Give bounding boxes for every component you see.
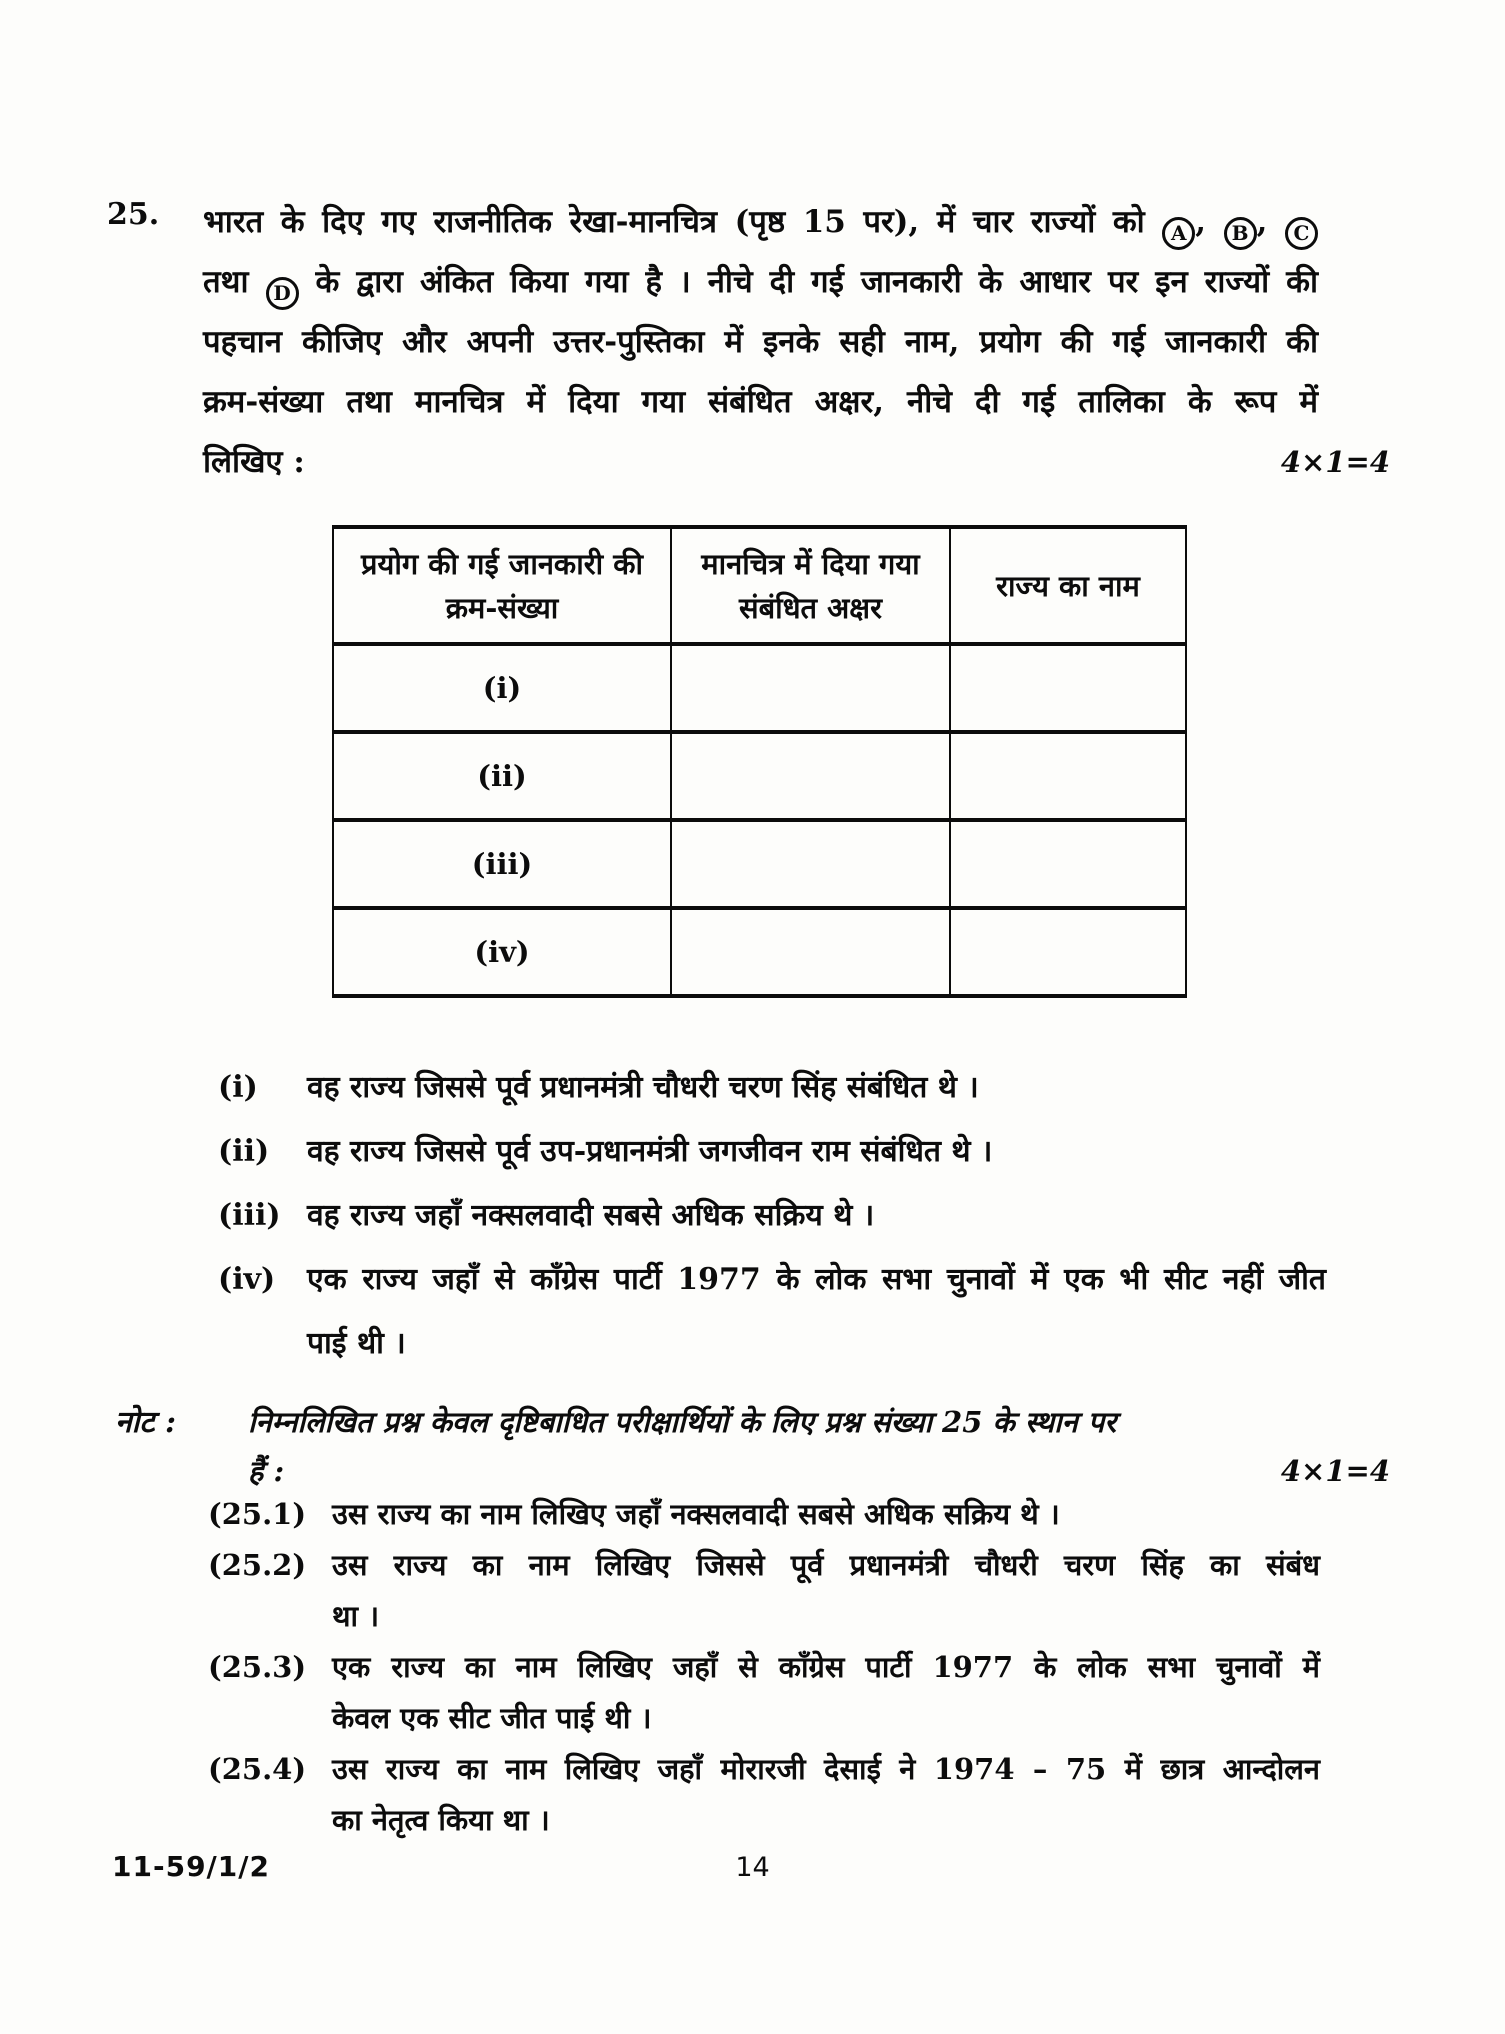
question-number: 25. bbox=[107, 197, 160, 232]
question-line-4: क्रम-संख्या तथा मानचित्र में दिया गया संबंधित अक्षर, नीचे दी गई तालिका के रूप में bbox=[203, 384, 1318, 420]
blind-text-25-4-line-2: का नेतृत्व किया था । bbox=[332, 1803, 550, 1837]
circled-letter-d: D bbox=[266, 277, 299, 310]
clue-label-i: (i) bbox=[218, 1070, 258, 1105]
question-line-3: पहचान कीजिए और अपनी उत्तर-पुस्तिका में इनके सही नाम, प्रयोग की गई जानकारी की bbox=[203, 324, 1318, 360]
clue-list bbox=[218, 1056, 1326, 1376]
clue-item-iv bbox=[218, 1248, 1326, 1376]
blind-label-25-1: (25.1) bbox=[208, 1497, 307, 1531]
question-line-2 bbox=[203, 252, 1318, 312]
separator-comma-2: , bbox=[1256, 204, 1268, 240]
paper-code: 11-59/1/2 bbox=[112, 1850, 270, 1883]
table-header-state-name: राज्य का नाम bbox=[950, 527, 1186, 644]
clue-label-iv: (iv) bbox=[218, 1262, 276, 1297]
state-cell-ii bbox=[950, 732, 1186, 820]
note-section bbox=[115, 1398, 1390, 1496]
separator-comma-1: , bbox=[1195, 204, 1207, 240]
note-text-emphasis: दृष्टिबाधित परीक्षार्थियों bbox=[497, 1405, 729, 1439]
note-line-2: हैं : bbox=[248, 1454, 285, 1488]
blind-text-25-3-line-1: एक राज्य का नाम लिखिए जहाँ से काँग्रेस पार्टी 1977 के लोक सभा चुनावों में bbox=[332, 1650, 1320, 1684]
page-number: 14 bbox=[735, 1852, 770, 1883]
blind-text-25-2-line-1: उस राज्य का नाम लिखिए जिससे पूर्व प्रधानमंत्री चौधरी चरण सिंह का संबंध bbox=[332, 1548, 1320, 1582]
question-line-1 bbox=[203, 192, 1318, 252]
blind-label-25-2: (25.2) bbox=[208, 1548, 307, 1582]
state-cell-iii bbox=[950, 820, 1186, 908]
blind-label-25-4: (25.4) bbox=[208, 1752, 307, 1786]
question-paragraph bbox=[203, 192, 1390, 492]
blind-text-25-2-line-2: था । bbox=[332, 1599, 380, 1633]
clue-item-ii bbox=[218, 1120, 1326, 1184]
blind-label-25-3: (25.3) bbox=[208, 1650, 307, 1684]
circled-letter-b: B bbox=[1224, 217, 1257, 250]
blind-text-25-4-line-1: उस राज्य का नाम लिखिए जहाँ मोरारजी देसाई ने 1974 – 75 में छात्र आन्दोलन bbox=[332, 1752, 1320, 1786]
note-line-1 bbox=[248, 1398, 1390, 1447]
blind-item-25-2 bbox=[208, 1540, 1320, 1642]
state-cell-i bbox=[950, 644, 1186, 732]
table-header-map-letter: मानचित्र में दिया गया संबंधित अक्षर bbox=[671, 527, 950, 644]
note-label: नोट : bbox=[115, 1405, 177, 1440]
table-row-iii bbox=[333, 820, 1186, 908]
blind-text-25-3 bbox=[332, 1642, 1320, 1744]
serial-cell-ii: (ii) bbox=[333, 732, 671, 820]
question-line-2-post: के द्वारा अंकित किया गया है । नीचे दी गई जानकारी के आधार पर इन राज्यों की bbox=[298, 264, 1318, 300]
blind-item-25-1 bbox=[208, 1489, 1320, 1540]
note-body bbox=[248, 1398, 1390, 1496]
note-text-post: के लिए प्रश्न संख्या 25 के स्थान पर bbox=[728, 1405, 1117, 1439]
clue-label-iii: (iii) bbox=[218, 1198, 281, 1233]
clue-text-iv bbox=[307, 1248, 1326, 1376]
table-row-i bbox=[333, 644, 1186, 732]
answer-table bbox=[332, 525, 1187, 998]
clue-text-iv-line-2: पाई थी । bbox=[307, 1326, 406, 1361]
clue-text-i: वह राज्य जिससे पूर्व प्रधानमंत्री चौधरी चरण सिंह संबंधित थे । bbox=[307, 1070, 979, 1105]
blind-text-25-2 bbox=[332, 1540, 1320, 1642]
clue-item-i bbox=[218, 1056, 1326, 1120]
question-keyword: भारत bbox=[203, 204, 264, 240]
question-marks: 4×1=4 bbox=[1280, 445, 1390, 479]
question-line-5: लिखिए : bbox=[203, 444, 305, 480]
circled-letter-a: A bbox=[1162, 217, 1195, 250]
serial-cell-iv: (iv) bbox=[333, 908, 671, 996]
clue-item-iii bbox=[218, 1184, 1326, 1248]
blind-item-25-3 bbox=[208, 1642, 1320, 1744]
blind-text-25-1: उस राज्य का नाम लिखिए जहाँ नक्सलवादी सबसे अधिक सक्रिय थे । bbox=[332, 1497, 1060, 1531]
letter-cell-iv bbox=[671, 908, 950, 996]
letter-cell-ii bbox=[671, 732, 950, 820]
letter-cell-i bbox=[671, 644, 950, 732]
blind-text-25-4 bbox=[332, 1744, 1320, 1846]
circled-letter-c: C bbox=[1285, 217, 1318, 250]
blind-question-list bbox=[208, 1489, 1320, 1846]
state-cell-iv bbox=[950, 908, 1186, 996]
letter-cell-iii bbox=[671, 820, 950, 908]
question-line-2-pre: तथा bbox=[203, 264, 266, 300]
table-row-ii bbox=[333, 732, 1186, 820]
blind-item-25-4 bbox=[208, 1744, 1320, 1846]
table-header-row bbox=[333, 527, 1186, 644]
note-marks: 4×1=4 bbox=[1280, 1454, 1390, 1488]
table-header-info-serial: प्रयोग की गई जानकारी की क्रम-संख्या bbox=[333, 527, 671, 644]
serial-cell-iii: (iii) bbox=[333, 820, 671, 908]
clue-text-ii: वह राज्य जिससे पूर्व उप-प्रधानमंत्री जगजीवन राम संबंधित थे । bbox=[307, 1134, 993, 1169]
clue-text-iii: वह राज्य जहाँ नक्सलवादी सबसे अधिक सक्रिय थे । bbox=[307, 1198, 875, 1233]
clue-label-ii: (ii) bbox=[218, 1134, 270, 1169]
question-line-1-text: के दिए गए राजनीतिक रेखा-मानचित्र (पृष्ठ 15 पर), में चार राज्यों को bbox=[263, 204, 1163, 240]
serial-cell-i: (i) bbox=[333, 644, 671, 732]
note-text-pre: निम्नलिखित प्रश्न केवल bbox=[248, 1405, 498, 1439]
table-row-iv bbox=[333, 908, 1186, 996]
blind-text-25-3-line-2: केवल एक सीट जीत पाई थी । bbox=[332, 1701, 652, 1735]
clue-text-iv-line-1: एक राज्य जहाँ से काँग्रेस पार्टी 1977 के लोक सभा चुनावों में एक भी सीट नहीं जीत bbox=[307, 1262, 1326, 1297]
